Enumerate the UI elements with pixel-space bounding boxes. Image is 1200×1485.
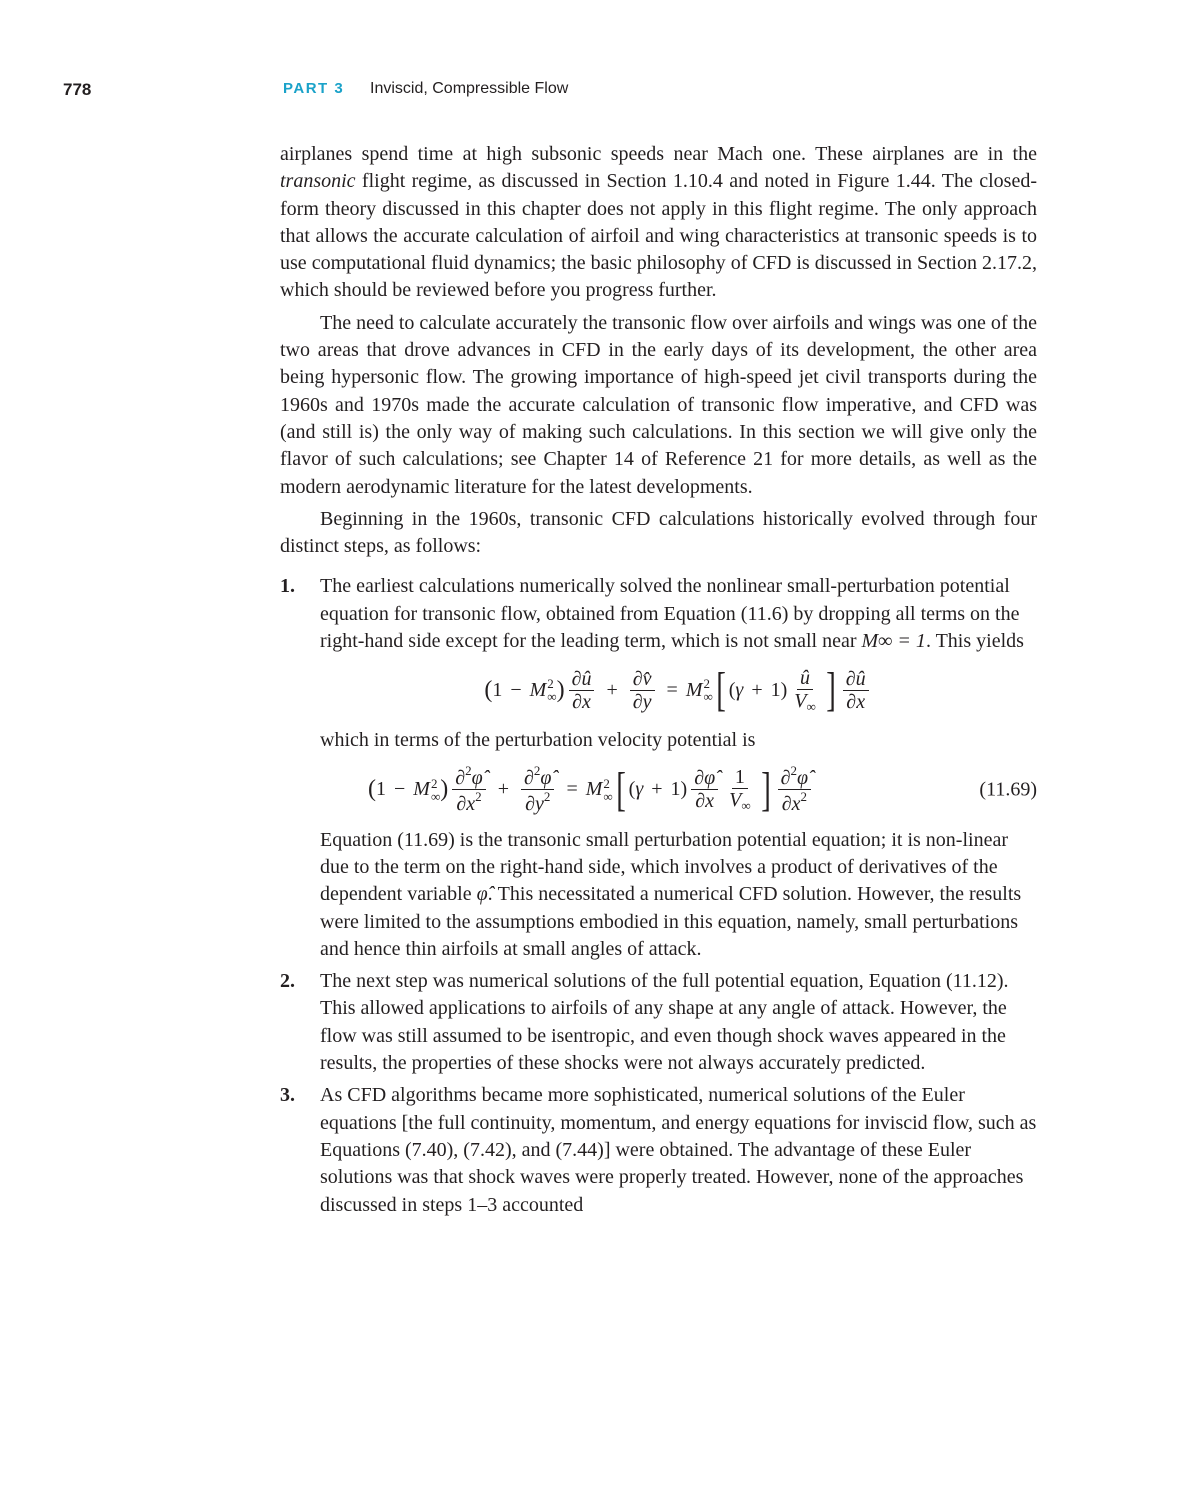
list-item-number: 2. [280,970,295,993]
list-item-text: which in terms of the perturbation velocity potential is [320,729,756,752]
fraction: $\frac{\partial û}{\partial x}$ [569,668,595,713]
equation-11-69: ( 1 − M 2 ∞ ) $\frac{\partial^2\varphî}{\partial x^2}$ + $\frac{\partial^2\varphî}{\partial y^2}$ = M 2 ∞ [ ( γ + 1 ) $\frac{\partial\varphî}{\partial x}$ $\frac{1}{V_\infty}$ ] $\frac{\partial^2\varphî}{\partial x^2}$ (11.69) [368,762,1037,816]
inline-math: M∞ = 1 [861,630,926,653]
page-number: 778 [63,80,92,99]
page-body [280,141,1037,1224]
equation-number: (11.69) [979,777,1037,800]
paragraph-3: Beginning in the 1960s, transonic CFD calculations historically evolved through four distinct steps, as follows: [280,507,1037,558]
list-item-number: 3. [280,1084,295,1107]
list-item-text: As CFD algorithms became more sophisticated, numerical solutions of the Euler equations [the full continuity, momentum, and energy equations for inviscid flow, such as Equations (7.40), (7.42), and (7.44)] were obtained. The advantage of these Euler solutions was that shock waves were properly treated. However, none of the approaches discussed in steps 1–3 accounted [320,1084,1037,1216]
emphasis-transonic: transonic [280,170,356,193]
fraction: $\frac{\partial^2\varphî}{\partial x^2}$ [778,764,811,815]
fraction: $\frac{û}{V_\infty}$ [794,666,816,714]
list-item [280,573,1037,963]
list-item-text: The earliest calculations numerically solved the nonlinear small-perturbation potential equation for transonic flow, obtained from Equation (11.6) by dropping all terms on the right-hand side except for the leading term, which is not small near M∞ = 1. This yields [320,575,1024,653]
steps-list [280,573,1037,1218]
running-header [0,80,1200,104]
fraction: $\frac{\partial v̂}{\partial y}$ [630,668,655,713]
equation-velocity: ( 1 − M 2 ∞ ) $\frac{\partial û}{\partial x}$ + $\frac{\partial v̂}{\partial y}$ = M 2 ∞ [ ( γ + 1 ) $\frac{û}{V_\infty}$ ] $\frac{\partial û}{\partial x}$ [320,659,1037,721]
paragraph-1-text-b: flight regime, as discussed in Section 1.10.4 and noted in Figure 1.44. The closed-form theory discussed in this chapter does not apply in this flight regime. The only approach that allows the accurate calculation of airfoil and wing characteristics at transonic speeds is to use computational fluid dynamics; the basic philosophy of CFD is discussed in Section 2.17.2, which should be reviewed before you progress further. [280,170,1037,302]
inline-variable: φ̂ [476,883,488,906]
fraction: $\frac{\partial û}{\partial x}$ [843,668,869,713]
paragraph-1 [280,141,1037,305]
list-item [280,1082,1037,1218]
fraction: $\frac{\partial\varphî}{\partial x}$ [691,767,718,812]
fraction: $\frac{\partial^2\varphî}{\partial y^2}$ [521,764,554,815]
fraction: $\frac{\partial^2\varphî}{\partial x^2}$ [452,764,485,815]
list-item-text: The next step was numerical solutions of the full potential equation, Equation (11.12). This allowed applications to airfoils of any shape at any angle of attack. However, the flow was still assumed to be isentropic, and even though shock waves appeared in the results, the properties of these shocks were not always accurately predicted. [320,970,1009,1075]
fraction: $\frac{1}{V_\infty}$ [729,765,751,813]
list-item [280,968,1037,1077]
paragraph-1-text-a: airplanes spend time at high subsonic speeds near Mach one. These airplanes are in the [280,143,1037,165]
part-title: Inviscid, Compressible Flow [370,80,569,97]
list-item-number: 1. [280,575,295,598]
paragraph-2: The need to calculate accurately the transonic flow over airfoils and wings was one of the two areas that drove advances in CFD in the early days of its development, the other area being hypersonic flow. The growing importance of high-speed jet civil transports during the 1960s and 1970s made the accurate calculation of transonic flow imperative, and CFD was (and still is) the only way of making such calculations. In this section we will give only the flavor of such calculations; see Chapter 14 of Reference 21 for more details, as well as the modern aerodynamic literature for the latest developments. [280,311,1037,498]
list-item-text: Equation (11.69) is the transonic small perturbation potential equation; it is non-linear due to the term on the right-hand side, which involves a product of derivatives of the dependent variable φ̂. This necessitated a numerical CFD solution. However, the results were limited to the assumptions embodied in this equation, namely, small perturbations and hence thin airfoils at small angles of attack. [320,828,1022,960]
part-label: PART 3 [283,80,345,97]
